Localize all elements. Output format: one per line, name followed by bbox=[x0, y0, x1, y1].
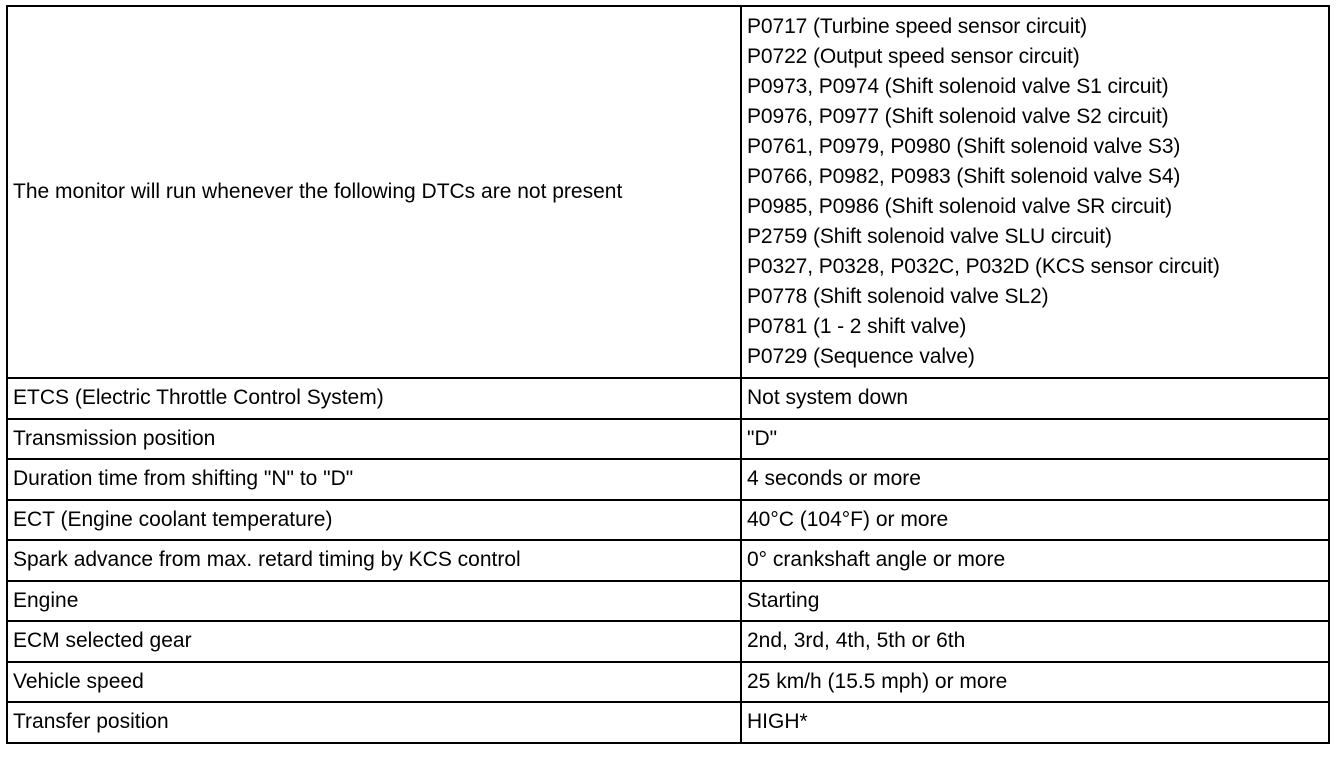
table-row-transmission-position bbox=[7, 419, 1329, 460]
dtc-item: P0327, P0328, P032C, P032D (KCS sensor circuit) bbox=[747, 255, 1220, 278]
dtc-item: P0781 (1 - 2 shift valve) bbox=[747, 315, 967, 338]
condition-label: Duration time from shifting "N" to "D" bbox=[7, 459, 741, 500]
condition-label: Vehicle speed bbox=[7, 662, 741, 703]
dtc-item: P0722 (Output speed sensor circuit) bbox=[747, 45, 1080, 68]
table-row-transfer-position bbox=[7, 702, 1329, 743]
condition-value: Not system down bbox=[741, 378, 1329, 419]
condition-label: Spark advance from max. retard timing by KCS control bbox=[7, 540, 741, 581]
condition-label: Transfer position bbox=[7, 702, 741, 743]
dtc-list-cell bbox=[741, 6, 1329, 378]
condition-value: 25 km/h (15.5 mph) or more bbox=[741, 662, 1329, 703]
condition-label: ECM selected gear bbox=[7, 621, 741, 662]
condition-value: "D" bbox=[741, 419, 1329, 460]
dtc-item: P0729 (Sequence valve) bbox=[747, 345, 975, 368]
table-row-engine bbox=[7, 581, 1329, 622]
dtc-item: P0778 (Shift solenoid valve SL2) bbox=[747, 285, 1049, 308]
dtc-item: P0766, P0982, P0983 (Shift solenoid valve S4) bbox=[747, 165, 1181, 188]
table-row-ect bbox=[7, 500, 1329, 541]
dtc-condition-label: The monitor will run whenever the following DTCs are not present bbox=[7, 6, 741, 378]
dtc-item: P0761, P0979, P0980 (Shift solenoid valve S3) bbox=[747, 135, 1181, 158]
dtc-item: P0976, P0977 (Shift solenoid valve S2 circuit) bbox=[747, 105, 1169, 128]
table-row-spark-advance bbox=[7, 540, 1329, 581]
condition-value: 4 seconds or more bbox=[741, 459, 1329, 500]
dtc-item: P0717 (Turbine speed sensor circuit) bbox=[747, 15, 1087, 38]
table-row-dtc-conditions bbox=[7, 6, 1329, 378]
table-row-duration-time bbox=[7, 459, 1329, 500]
table-row-etcs bbox=[7, 378, 1329, 419]
condition-label: Engine bbox=[7, 581, 741, 622]
conditions-table-container bbox=[6, 5, 1330, 744]
condition-label: Transmission position bbox=[7, 419, 741, 460]
dtc-item: P0985, P0986 (Shift solenoid valve SR circuit) bbox=[747, 195, 1172, 218]
table-row-vehicle-speed bbox=[7, 662, 1329, 703]
condition-label: ETCS (Electric Throttle Control System) bbox=[7, 378, 741, 419]
dtc-item: P0973, P0974 (Shift solenoid valve S1 circuit) bbox=[747, 75, 1169, 98]
condition-value: Starting bbox=[741, 581, 1329, 622]
table-row-ecm-selected-gear bbox=[7, 621, 1329, 662]
condition-value: 40°C (104°F) or more bbox=[741, 500, 1329, 541]
dtc-list bbox=[747, 8, 1323, 376]
dtc-item: P2759 (Shift solenoid valve SLU circuit) bbox=[747, 225, 1112, 248]
condition-value: 0° crankshaft angle or more bbox=[741, 540, 1329, 581]
condition-label: ECT (Engine coolant temperature) bbox=[7, 500, 741, 541]
monitor-conditions-table bbox=[6, 5, 1330, 744]
condition-value: HIGH* bbox=[741, 702, 1329, 743]
condition-value: 2nd, 3rd, 4th, 5th or 6th bbox=[741, 621, 1329, 662]
